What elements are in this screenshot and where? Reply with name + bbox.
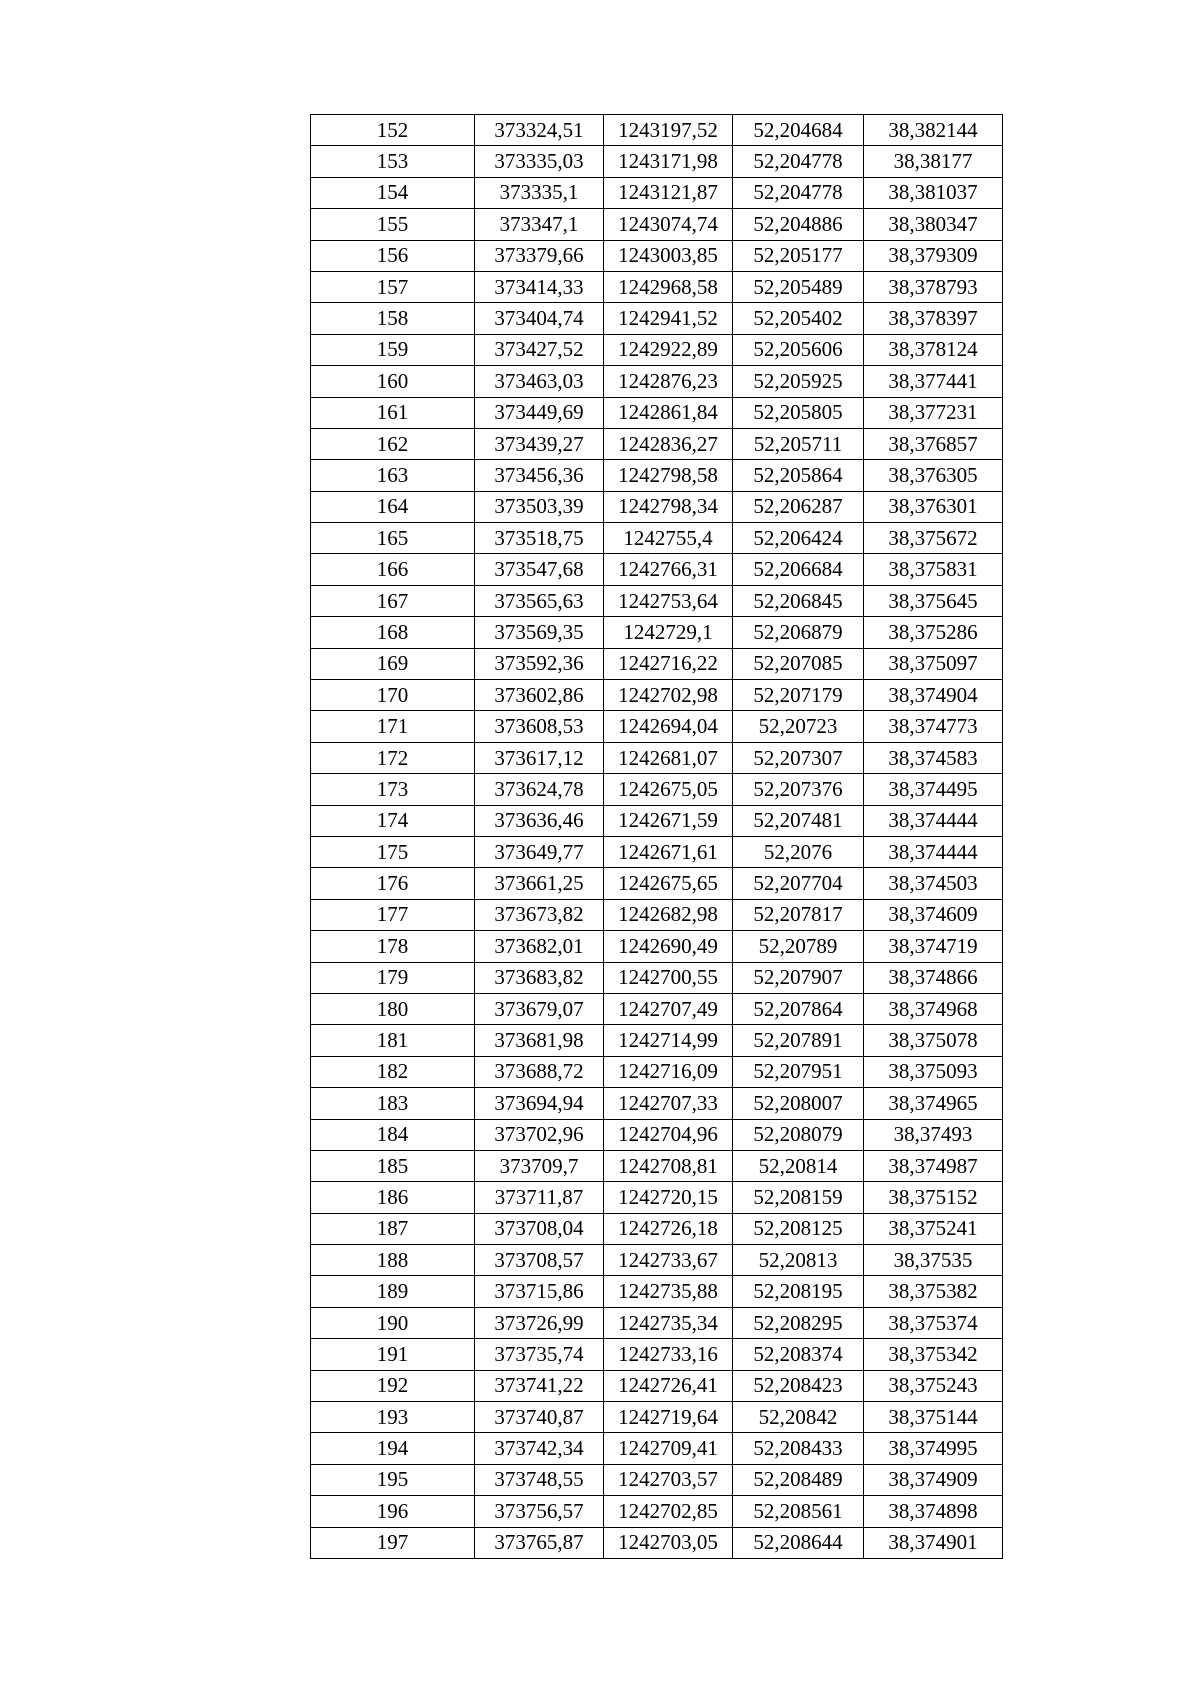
latitude-cell: 52,207864 bbox=[733, 993, 864, 1024]
latitude-cell: 52,206287 bbox=[733, 491, 864, 522]
y-coordinate-cell: 1242702,98 bbox=[604, 680, 733, 711]
longitude-cell: 38,375342 bbox=[864, 1339, 1003, 1370]
x-coordinate-cell: 373742,34 bbox=[475, 1433, 604, 1464]
x-coordinate-cell: 373602,86 bbox=[475, 680, 604, 711]
latitude-cell: 52,205925 bbox=[733, 366, 864, 397]
latitude-cell: 52,208195 bbox=[733, 1276, 864, 1307]
longitude-cell: 38,374444 bbox=[864, 805, 1003, 836]
point-number-cell: 178 bbox=[311, 931, 475, 962]
longitude-cell: 38,38177 bbox=[864, 146, 1003, 177]
x-coordinate-cell: 373617,12 bbox=[475, 742, 604, 773]
y-coordinate-cell: 1242675,65 bbox=[604, 868, 733, 899]
latitude-cell: 52,204778 bbox=[733, 177, 864, 208]
latitude-cell: 52,206684 bbox=[733, 554, 864, 585]
y-coordinate-cell: 1242733,67 bbox=[604, 1245, 733, 1276]
x-coordinate-cell: 373463,03 bbox=[475, 366, 604, 397]
longitude-cell: 38,374583 bbox=[864, 742, 1003, 773]
latitude-cell: 52,204778 bbox=[733, 146, 864, 177]
x-coordinate-cell: 373547,68 bbox=[475, 554, 604, 585]
longitude-cell: 38,382144 bbox=[864, 115, 1003, 146]
y-coordinate-cell: 1242798,34 bbox=[604, 491, 733, 522]
table-row bbox=[311, 585, 1003, 616]
y-coordinate-cell: 1242703,57 bbox=[604, 1464, 733, 1495]
table-row bbox=[311, 1496, 1003, 1527]
point-number-cell: 181 bbox=[311, 1025, 475, 1056]
longitude-cell: 38,374898 bbox=[864, 1496, 1003, 1527]
point-number-cell: 152 bbox=[311, 115, 475, 146]
longitude-cell: 38,378397 bbox=[864, 303, 1003, 334]
x-coordinate-cell: 373708,57 bbox=[475, 1245, 604, 1276]
latitude-cell: 52,207704 bbox=[733, 868, 864, 899]
longitude-cell: 38,375382 bbox=[864, 1276, 1003, 1307]
point-number-cell: 157 bbox=[311, 271, 475, 302]
y-coordinate-cell: 1243121,87 bbox=[604, 177, 733, 208]
point-number-cell: 169 bbox=[311, 648, 475, 679]
latitude-cell: 52,205177 bbox=[733, 240, 864, 271]
table-row bbox=[311, 554, 1003, 585]
latitude-cell: 52,205402 bbox=[733, 303, 864, 334]
longitude-cell: 38,374965 bbox=[864, 1088, 1003, 1119]
longitude-cell: 38,379309 bbox=[864, 240, 1003, 271]
latitude-cell: 52,207481 bbox=[733, 805, 864, 836]
point-number-cell: 190 bbox=[311, 1307, 475, 1338]
point-number-cell: 154 bbox=[311, 177, 475, 208]
coordinates-table-body bbox=[311, 115, 1003, 1559]
table-row bbox=[311, 240, 1003, 271]
x-coordinate-cell: 373335,03 bbox=[475, 146, 604, 177]
longitude-cell: 38,375243 bbox=[864, 1370, 1003, 1401]
latitude-cell: 52,208374 bbox=[733, 1339, 864, 1370]
latitude-cell: 52,208007 bbox=[733, 1088, 864, 1119]
longitude-cell: 38,376305 bbox=[864, 460, 1003, 491]
y-coordinate-cell: 1242968,58 bbox=[604, 271, 733, 302]
y-coordinate-cell: 1242708,81 bbox=[604, 1150, 733, 1181]
table-row bbox=[311, 146, 1003, 177]
point-number-cell: 162 bbox=[311, 428, 475, 459]
latitude-cell: 52,207951 bbox=[733, 1056, 864, 1087]
table-row bbox=[311, 1213, 1003, 1244]
table-row bbox=[311, 334, 1003, 365]
x-coordinate-cell: 373748,55 bbox=[475, 1464, 604, 1495]
point-number-cell: 174 bbox=[311, 805, 475, 836]
point-number-cell: 179 bbox=[311, 962, 475, 993]
x-coordinate-cell: 373439,27 bbox=[475, 428, 604, 459]
x-coordinate-cell: 373503,39 bbox=[475, 491, 604, 522]
longitude-cell: 38,374773 bbox=[864, 711, 1003, 742]
point-number-cell: 163 bbox=[311, 460, 475, 491]
point-number-cell: 182 bbox=[311, 1056, 475, 1087]
point-number-cell: 164 bbox=[311, 491, 475, 522]
y-coordinate-cell: 1242681,07 bbox=[604, 742, 733, 773]
x-coordinate-cell: 373414,33 bbox=[475, 271, 604, 302]
y-coordinate-cell: 1242726,18 bbox=[604, 1213, 733, 1244]
x-coordinate-cell: 373518,75 bbox=[475, 523, 604, 554]
longitude-cell: 38,375241 bbox=[864, 1213, 1003, 1244]
longitude-cell: 38,375078 bbox=[864, 1025, 1003, 1056]
x-coordinate-cell: 373347,1 bbox=[475, 209, 604, 240]
longitude-cell: 38,375144 bbox=[864, 1402, 1003, 1433]
longitude-cell: 38,378124 bbox=[864, 334, 1003, 365]
latitude-cell: 52,207307 bbox=[733, 742, 864, 773]
latitude-cell: 52,208079 bbox=[733, 1119, 864, 1150]
point-number-cell: 184 bbox=[311, 1119, 475, 1150]
y-coordinate-cell: 1242707,49 bbox=[604, 993, 733, 1024]
table-row bbox=[311, 931, 1003, 962]
longitude-cell: 38,374444 bbox=[864, 836, 1003, 867]
point-number-cell: 197 bbox=[311, 1527, 475, 1558]
table-row bbox=[311, 1464, 1003, 1495]
y-coordinate-cell: 1242694,04 bbox=[604, 711, 733, 742]
table-row bbox=[311, 1402, 1003, 1433]
latitude-cell: 52,20723 bbox=[733, 711, 864, 742]
y-coordinate-cell: 1242709,41 bbox=[604, 1433, 733, 1464]
longitude-cell: 38,374503 bbox=[864, 868, 1003, 899]
x-coordinate-cell: 373636,46 bbox=[475, 805, 604, 836]
longitude-cell: 38,375672 bbox=[864, 523, 1003, 554]
latitude-cell: 52,20789 bbox=[733, 931, 864, 962]
point-number-cell: 185 bbox=[311, 1150, 475, 1181]
y-coordinate-cell: 1242798,58 bbox=[604, 460, 733, 491]
y-coordinate-cell: 1242861,84 bbox=[604, 397, 733, 428]
table-row bbox=[311, 1370, 1003, 1401]
table-row bbox=[311, 774, 1003, 805]
longitude-cell: 38,375645 bbox=[864, 585, 1003, 616]
longitude-cell: 38,374904 bbox=[864, 680, 1003, 711]
latitude-cell: 52,208433 bbox=[733, 1433, 864, 1464]
table-row bbox=[311, 962, 1003, 993]
table-row bbox=[311, 899, 1003, 930]
point-number-cell: 165 bbox=[311, 523, 475, 554]
longitude-cell: 38,376857 bbox=[864, 428, 1003, 459]
point-number-cell: 188 bbox=[311, 1245, 475, 1276]
x-coordinate-cell: 373756,57 bbox=[475, 1496, 604, 1527]
table-row bbox=[311, 993, 1003, 1024]
point-number-cell: 175 bbox=[311, 836, 475, 867]
x-coordinate-cell: 373649,77 bbox=[475, 836, 604, 867]
x-coordinate-cell: 373661,25 bbox=[475, 868, 604, 899]
point-number-cell: 183 bbox=[311, 1088, 475, 1119]
x-coordinate-cell: 373449,69 bbox=[475, 397, 604, 428]
table-row bbox=[311, 366, 1003, 397]
latitude-cell: 52,207891 bbox=[733, 1025, 864, 1056]
y-coordinate-cell: 1242714,99 bbox=[604, 1025, 733, 1056]
table-row bbox=[311, 617, 1003, 648]
x-coordinate-cell: 373711,87 bbox=[475, 1182, 604, 1213]
table-row bbox=[311, 868, 1003, 899]
table-row bbox=[311, 460, 1003, 491]
latitude-cell: 52,207817 bbox=[733, 899, 864, 930]
table-row bbox=[311, 303, 1003, 334]
point-number-cell: 167 bbox=[311, 585, 475, 616]
x-coordinate-cell: 373709,7 bbox=[475, 1150, 604, 1181]
latitude-cell: 52,20813 bbox=[733, 1245, 864, 1276]
y-coordinate-cell: 1242720,15 bbox=[604, 1182, 733, 1213]
y-coordinate-cell: 1242729,1 bbox=[604, 617, 733, 648]
x-coordinate-cell: 373741,22 bbox=[475, 1370, 604, 1401]
latitude-cell: 52,20814 bbox=[733, 1150, 864, 1181]
y-coordinate-cell: 1242836,27 bbox=[604, 428, 733, 459]
point-number-cell: 159 bbox=[311, 334, 475, 365]
x-coordinate-cell: 373624,78 bbox=[475, 774, 604, 805]
table-row bbox=[311, 1527, 1003, 1558]
table-row bbox=[311, 209, 1003, 240]
x-coordinate-cell: 373608,53 bbox=[475, 711, 604, 742]
longitude-cell: 38,375097 bbox=[864, 648, 1003, 679]
latitude-cell: 52,208295 bbox=[733, 1307, 864, 1338]
point-number-cell: 177 bbox=[311, 899, 475, 930]
table-row bbox=[311, 491, 1003, 522]
table-row bbox=[311, 177, 1003, 208]
table-row bbox=[311, 836, 1003, 867]
y-coordinate-cell: 1243074,74 bbox=[604, 209, 733, 240]
table-row bbox=[311, 397, 1003, 428]
point-number-cell: 196 bbox=[311, 1496, 475, 1527]
point-number-cell: 186 bbox=[311, 1182, 475, 1213]
table-row bbox=[311, 648, 1003, 679]
latitude-cell: 52,208159 bbox=[733, 1182, 864, 1213]
y-coordinate-cell: 1242876,23 bbox=[604, 366, 733, 397]
point-number-cell: 166 bbox=[311, 554, 475, 585]
longitude-cell: 38,376301 bbox=[864, 491, 1003, 522]
longitude-cell: 38,374901 bbox=[864, 1527, 1003, 1558]
table-row bbox=[311, 805, 1003, 836]
table-row bbox=[311, 1433, 1003, 1464]
point-number-cell: 160 bbox=[311, 366, 475, 397]
latitude-cell: 52,205489 bbox=[733, 271, 864, 302]
point-number-cell: 161 bbox=[311, 397, 475, 428]
table-row bbox=[311, 1339, 1003, 1370]
latitude-cell: 52,204684 bbox=[733, 115, 864, 146]
point-number-cell: 155 bbox=[311, 209, 475, 240]
point-number-cell: 168 bbox=[311, 617, 475, 648]
latitude-cell: 52,206845 bbox=[733, 585, 864, 616]
point-number-cell: 171 bbox=[311, 711, 475, 742]
latitude-cell: 52,207179 bbox=[733, 680, 864, 711]
x-coordinate-cell: 373335,1 bbox=[475, 177, 604, 208]
longitude-cell: 38,381037 bbox=[864, 177, 1003, 208]
latitude-cell: 52,205864 bbox=[733, 460, 864, 491]
longitude-cell: 38,374987 bbox=[864, 1150, 1003, 1181]
x-coordinate-cell: 373379,66 bbox=[475, 240, 604, 271]
table-row bbox=[311, 1276, 1003, 1307]
longitude-cell: 38,37493 bbox=[864, 1119, 1003, 1150]
y-coordinate-cell: 1242735,88 bbox=[604, 1276, 733, 1307]
point-number-cell: 194 bbox=[311, 1433, 475, 1464]
y-coordinate-cell: 1242716,22 bbox=[604, 648, 733, 679]
point-number-cell: 170 bbox=[311, 680, 475, 711]
latitude-cell: 52,207907 bbox=[733, 962, 864, 993]
x-coordinate-cell: 373682,01 bbox=[475, 931, 604, 962]
latitude-cell: 52,206879 bbox=[733, 617, 864, 648]
point-number-cell: 158 bbox=[311, 303, 475, 334]
latitude-cell: 52,208561 bbox=[733, 1496, 864, 1527]
point-number-cell: 180 bbox=[311, 993, 475, 1024]
y-coordinate-cell: 1243003,85 bbox=[604, 240, 733, 271]
table-row bbox=[311, 1088, 1003, 1119]
y-coordinate-cell: 1242766,31 bbox=[604, 554, 733, 585]
point-number-cell: 189 bbox=[311, 1276, 475, 1307]
table-row bbox=[311, 1245, 1003, 1276]
point-number-cell: 195 bbox=[311, 1464, 475, 1495]
table-row bbox=[311, 1025, 1003, 1056]
latitude-cell: 52,204886 bbox=[733, 209, 864, 240]
table-row bbox=[311, 711, 1003, 742]
x-coordinate-cell: 373565,63 bbox=[475, 585, 604, 616]
point-number-cell: 172 bbox=[311, 742, 475, 773]
y-coordinate-cell: 1242922,89 bbox=[604, 334, 733, 365]
latitude-cell: 52,208489 bbox=[733, 1464, 864, 1495]
y-coordinate-cell: 1242671,59 bbox=[604, 805, 733, 836]
x-coordinate-cell: 373592,36 bbox=[475, 648, 604, 679]
y-coordinate-cell: 1242700,55 bbox=[604, 962, 733, 993]
table-row bbox=[311, 1307, 1003, 1338]
y-coordinate-cell: 1243171,98 bbox=[604, 146, 733, 177]
point-number-cell: 187 bbox=[311, 1213, 475, 1244]
point-number-cell: 176 bbox=[311, 868, 475, 899]
point-number-cell: 193 bbox=[311, 1402, 475, 1433]
x-coordinate-cell: 373688,72 bbox=[475, 1056, 604, 1087]
y-coordinate-cell: 1243197,52 bbox=[604, 115, 733, 146]
longitude-cell: 38,374609 bbox=[864, 899, 1003, 930]
x-coordinate-cell: 373673,82 bbox=[475, 899, 604, 930]
x-coordinate-cell: 373679,07 bbox=[475, 993, 604, 1024]
longitude-cell: 38,374995 bbox=[864, 1433, 1003, 1464]
x-coordinate-cell: 373427,52 bbox=[475, 334, 604, 365]
x-coordinate-cell: 373456,36 bbox=[475, 460, 604, 491]
y-coordinate-cell: 1242716,09 bbox=[604, 1056, 733, 1087]
y-coordinate-cell: 1242735,34 bbox=[604, 1307, 733, 1338]
x-coordinate-cell: 373694,94 bbox=[475, 1088, 604, 1119]
longitude-cell: 38,375831 bbox=[864, 554, 1003, 585]
latitude-cell: 52,206424 bbox=[733, 523, 864, 554]
table-row bbox=[311, 1119, 1003, 1150]
y-coordinate-cell: 1242703,05 bbox=[604, 1527, 733, 1558]
longitude-cell: 38,378793 bbox=[864, 271, 1003, 302]
longitude-cell: 38,375286 bbox=[864, 617, 1003, 648]
latitude-cell: 52,205805 bbox=[733, 397, 864, 428]
table-row bbox=[311, 523, 1003, 554]
x-coordinate-cell: 373765,87 bbox=[475, 1527, 604, 1558]
latitude-cell: 52,205711 bbox=[733, 428, 864, 459]
y-coordinate-cell: 1242753,64 bbox=[604, 585, 733, 616]
table-row bbox=[311, 271, 1003, 302]
latitude-cell: 52,208423 bbox=[733, 1370, 864, 1401]
y-coordinate-cell: 1242755,4 bbox=[604, 523, 733, 554]
x-coordinate-cell: 373726,99 bbox=[475, 1307, 604, 1338]
y-coordinate-cell: 1242704,96 bbox=[604, 1119, 733, 1150]
point-number-cell: 173 bbox=[311, 774, 475, 805]
longitude-cell: 38,374968 bbox=[864, 993, 1003, 1024]
x-coordinate-cell: 373404,74 bbox=[475, 303, 604, 334]
longitude-cell: 38,374866 bbox=[864, 962, 1003, 993]
longitude-cell: 38,377231 bbox=[864, 397, 1003, 428]
x-coordinate-cell: 373324,51 bbox=[475, 115, 604, 146]
table-row bbox=[311, 1182, 1003, 1213]
x-coordinate-cell: 373735,74 bbox=[475, 1339, 604, 1370]
table-row bbox=[311, 680, 1003, 711]
latitude-cell: 52,2076 bbox=[733, 836, 864, 867]
table-row bbox=[311, 428, 1003, 459]
y-coordinate-cell: 1242675,05 bbox=[604, 774, 733, 805]
x-coordinate-cell: 373708,04 bbox=[475, 1213, 604, 1244]
longitude-cell: 38,37535 bbox=[864, 1245, 1003, 1276]
x-coordinate-cell: 373681,98 bbox=[475, 1025, 604, 1056]
longitude-cell: 38,375093 bbox=[864, 1056, 1003, 1087]
longitude-cell: 38,374909 bbox=[864, 1464, 1003, 1495]
y-coordinate-cell: 1242702,85 bbox=[604, 1496, 733, 1527]
table-row bbox=[311, 1056, 1003, 1087]
table-row bbox=[311, 115, 1003, 146]
y-coordinate-cell: 1242941,52 bbox=[604, 303, 733, 334]
x-coordinate-cell: 373740,87 bbox=[475, 1402, 604, 1433]
point-number-cell: 191 bbox=[311, 1339, 475, 1370]
latitude-cell: 52,208644 bbox=[733, 1527, 864, 1558]
longitude-cell: 38,380347 bbox=[864, 209, 1003, 240]
latitude-cell: 52,20842 bbox=[733, 1402, 864, 1433]
y-coordinate-cell: 1242690,49 bbox=[604, 931, 733, 962]
y-coordinate-cell: 1242707,33 bbox=[604, 1088, 733, 1119]
longitude-cell: 38,374719 bbox=[864, 931, 1003, 962]
latitude-cell: 52,205606 bbox=[733, 334, 864, 365]
table-row bbox=[311, 742, 1003, 773]
longitude-cell: 38,374495 bbox=[864, 774, 1003, 805]
coordinates-table bbox=[310, 114, 1003, 1559]
point-number-cell: 153 bbox=[311, 146, 475, 177]
x-coordinate-cell: 373683,82 bbox=[475, 962, 604, 993]
latitude-cell: 52,207376 bbox=[733, 774, 864, 805]
latitude-cell: 52,207085 bbox=[733, 648, 864, 679]
y-coordinate-cell: 1242671,61 bbox=[604, 836, 733, 867]
x-coordinate-cell: 373702,96 bbox=[475, 1119, 604, 1150]
point-number-cell: 156 bbox=[311, 240, 475, 271]
y-coordinate-cell: 1242726,41 bbox=[604, 1370, 733, 1401]
point-number-cell: 192 bbox=[311, 1370, 475, 1401]
longitude-cell: 38,375374 bbox=[864, 1307, 1003, 1338]
y-coordinate-cell: 1242682,98 bbox=[604, 899, 733, 930]
y-coordinate-cell: 1242733,16 bbox=[604, 1339, 733, 1370]
x-coordinate-cell: 373715,86 bbox=[475, 1276, 604, 1307]
x-coordinate-cell: 373569,35 bbox=[475, 617, 604, 648]
y-coordinate-cell: 1242719,64 bbox=[604, 1402, 733, 1433]
longitude-cell: 38,377441 bbox=[864, 366, 1003, 397]
longitude-cell: 38,375152 bbox=[864, 1182, 1003, 1213]
latitude-cell: 52,208125 bbox=[733, 1213, 864, 1244]
table-row bbox=[311, 1150, 1003, 1181]
